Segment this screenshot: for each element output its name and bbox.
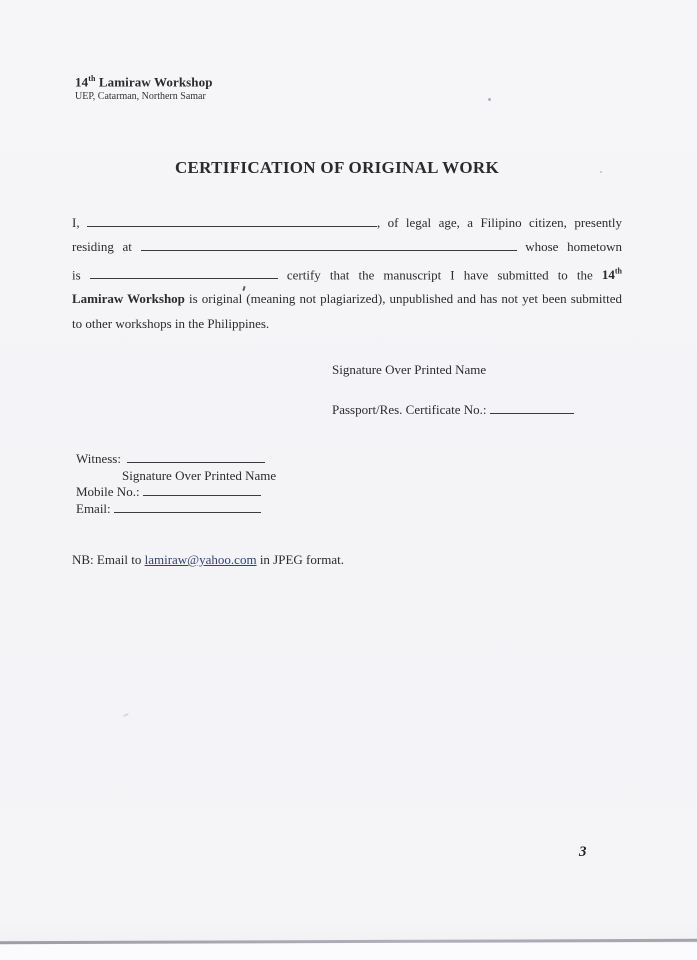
passport-certificate-line	[332, 402, 574, 418]
workshop-name-bold: Lamiraw Workshop	[72, 291, 185, 307]
paragraph-line-5: to other workshops in the Philippines.	[72, 315, 270, 331]
certification-paragraph	[72, 211, 622, 336]
witness-block	[76, 451, 276, 517]
line4-rest: is original (meaning not plagiarized), unpublished and has not yet been submitted	[184, 291, 622, 307]
document-title: CERTIFICATION OF ORIGINAL WORK	[174, 158, 500, 177]
line2-suffix: whose hometown	[516, 239, 622, 255]
scan-speck	[123, 713, 129, 718]
paragraph-line-4	[72, 287, 622, 311]
passport-certificate-label: Passport/Res. Certificate No.:	[332, 402, 490, 417]
workshop-edition-ordinal: th	[614, 266, 622, 276]
witness-signature-caption: Signature Over Printed Name	[122, 467, 277, 483]
hometown-blank-line	[90, 267, 278, 279]
workshop-edition-number: 14	[601, 266, 615, 282]
mobile-number-label: Mobile No.:	[76, 484, 143, 500]
workshop-name-text: Lamiraw Workshop	[95, 74, 213, 90]
note-suffix: in JPEG format.	[256, 552, 344, 567]
email-blank-line	[114, 501, 261, 513]
mobile-number-blank-line	[143, 484, 261, 496]
name-blank-line	[87, 215, 377, 227]
scanner-background	[0, 943, 697, 960]
lamiraw-email-link[interactable]: lamiraw@yahoo.com	[144, 552, 257, 567]
workshop-edition-bold	[602, 267, 622, 282]
signature-over-printed-name-label: Signature Over Printed Name	[332, 362, 487, 377]
workshop-address: UEP, Catarman, Northern Samar	[75, 91, 206, 103]
letterhead	[75, 74, 213, 102]
line3-middle: certify that the manuscript I have submitted to the	[277, 266, 602, 282]
line1-prefix: I,	[72, 215, 87, 230]
paragraph-line-2	[72, 235, 622, 259]
line2-prefix: residing at	[72, 239, 141, 255]
note-prefix: NB: Email to	[72, 552, 145, 567]
witness-line	[76, 451, 276, 468]
workshop-name	[75, 74, 213, 90]
line3-prefix: is	[72, 266, 90, 282]
address-blank-line	[141, 239, 517, 251]
page-number: 3	[579, 844, 587, 860]
passport-number-blank-line	[490, 402, 574, 414]
line1-suffix: , of legal age, a Filipino citizen, presently	[377, 215, 622, 230]
witness-label: Witness:	[76, 451, 125, 466]
witness-signature-blank-line	[127, 451, 265, 463]
workshop-name-number: 14	[75, 74, 89, 90]
scan-speck	[488, 98, 491, 101]
email-label: Email:	[76, 500, 114, 516]
scan-speck	[600, 171, 602, 173]
email-line	[76, 501, 276, 518]
workshop-name-ordinal: th	[88, 74, 96, 83]
note-line	[72, 552, 344, 568]
mobile-line	[76, 484, 276, 501]
paragraph-line-3	[72, 260, 622, 288]
paragraph-line-1	[72, 211, 622, 235]
